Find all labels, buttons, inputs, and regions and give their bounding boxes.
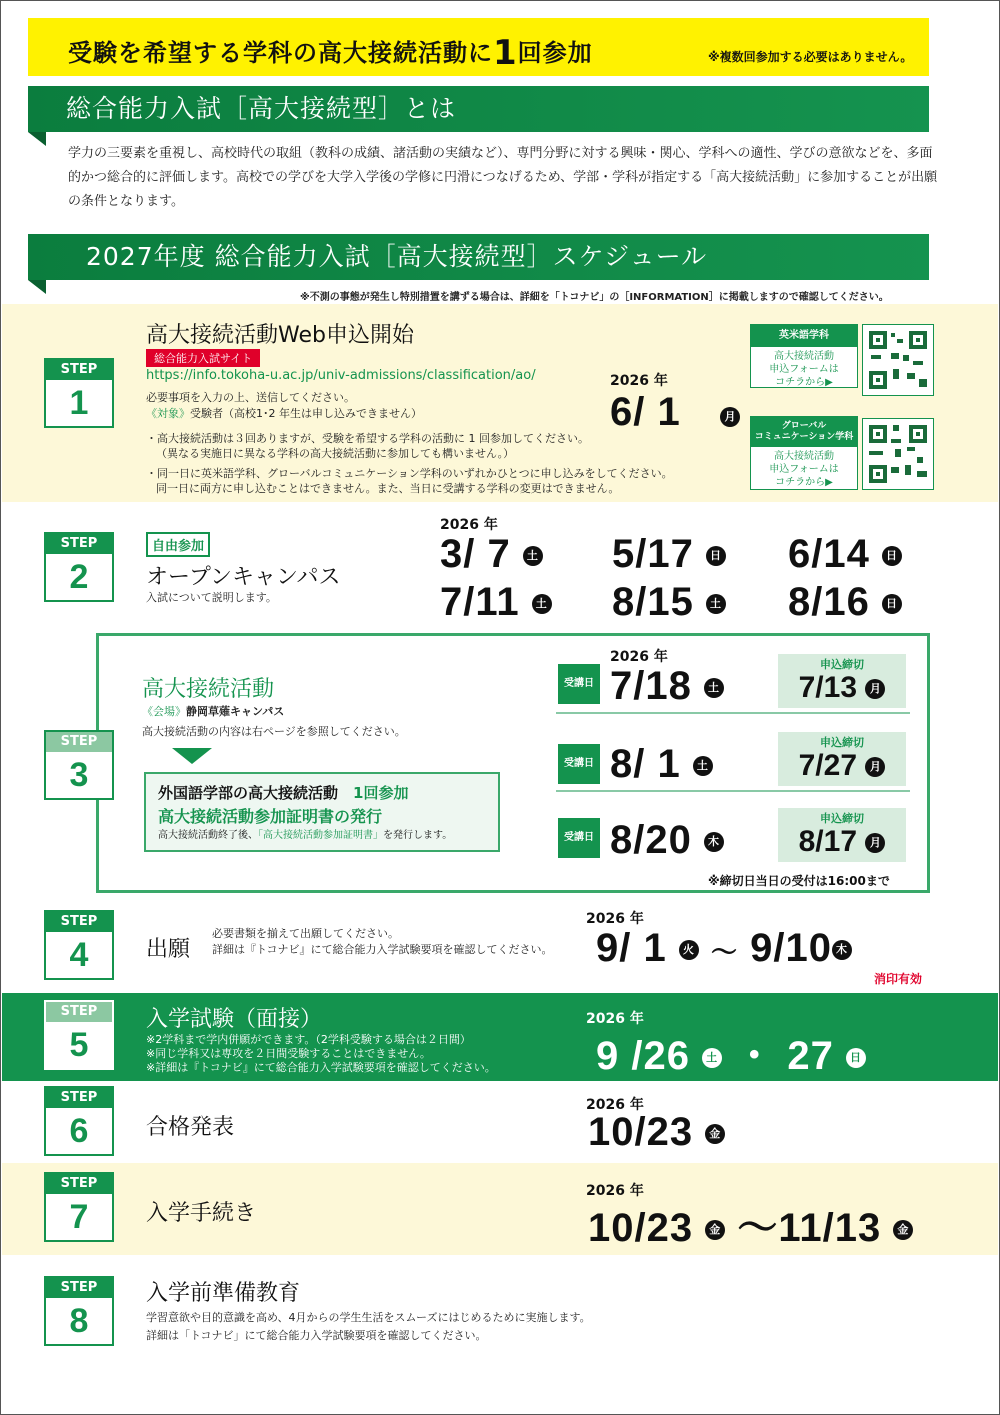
- exam-sep: ・: [734, 1034, 776, 1078]
- deadline-box: 申込締切 7/27 月: [778, 732, 906, 786]
- step1-line1: 必要事項を入力の上、送信してください。: [146, 391, 355, 404]
- result-date: 10/23: [588, 1110, 694, 1154]
- step2-title: オープンキャンパス: [146, 565, 341, 590]
- oc-dow: 土: [532, 594, 552, 614]
- postmark-note: 消印有効: [874, 972, 923, 986]
- step8-desc2: 詳細は「トコナビ」にて総合能力入学試験要項を確認してください。: [146, 1329, 487, 1342]
- step1-bullet1b: （異なる実施日に異なる学科の高大接続活動に参加しても構いません。）: [156, 447, 515, 460]
- step3-venue: 《会場》静岡草薙キャンパス: [142, 705, 285, 718]
- step2-badge: STEP 2: [44, 532, 114, 602]
- top-banner: [28, 18, 929, 76]
- oc-date: 8/16: [788, 580, 870, 624]
- step1-year: 2026 年: [610, 373, 668, 389]
- step1-bullet2a: ・同一日に英米語学科、グローバルコミュニケーション学科のいずれかひとつに申し込みをしてください。: [146, 467, 673, 480]
- step7-badge: STEP 7: [44, 1172, 114, 1242]
- about-body: 学力の三要素を重視し、高校時代の取組（教科の成績、諸活動の実績など）、専門分野に対する興味・関心、学科への適性、学びの意欲などを、多面的かつ総合的に評価します。高校での学びを大学入学後の学修に円滑につなげるため、学部・学科が指定する「高大接続活動」に参加することが出願の条件となります。: [68, 146, 938, 209]
- step4-desc2: 詳細は『トコナビ』にて総合能力入学試験要項を確認してください。: [212, 943, 553, 956]
- step8-desc1: 学習意欲や目的意識を高め、4月からの学生生活をスムーズにはじめるために実施します。: [146, 1311, 591, 1324]
- step1-target: 《対象》受験者（高校1･2 年生は申し込みできません）: [146, 407, 422, 420]
- day-label: 受講日: [558, 818, 600, 858]
- range-tilde: ～: [710, 937, 738, 967]
- step1-dow: 月: [720, 407, 740, 427]
- session-date: 8/20: [610, 818, 692, 862]
- step5-note2: ※同じ学科又は専攻を２日間受験することはできません。: [146, 1047, 431, 1060]
- oc-date: 6/14: [788, 532, 870, 576]
- step1-bullet1a: ・高大接続活動は３回ありますが、受験を希望する学科の活動に 1 回参加してください。: [146, 432, 589, 445]
- oc-dow: 日: [706, 546, 726, 566]
- session-date: 7/18: [610, 664, 692, 708]
- step1-bullet2b: 同一日に両方に申し込むことはできません。また、当日に受講する学科の変更はできません。: [156, 482, 620, 495]
- session-dow: 土: [693, 756, 713, 776]
- step3-badge: STEP 3: [44, 730, 114, 800]
- site-link[interactable]: https://info.tokoha-u.ac.jp/univ-admissions/classification/ao/: [146, 368, 536, 383]
- step5-badge: STEP 5: [44, 1000, 114, 1070]
- step7-title: 入学手続き: [146, 1201, 257, 1226]
- qr1-tab[interactable]: 英米語学科 高大接続活動 申込フォームは コチラから▶: [750, 324, 858, 388]
- step2-desc: 入試について説明します。: [146, 591, 277, 604]
- step6-badge: STEP 6: [44, 1086, 114, 1156]
- qr-code-icon[interactable]: [862, 418, 934, 490]
- result-dow: 金: [705, 1124, 725, 1144]
- oc-dow: 土: [706, 594, 726, 614]
- step5-note3: ※詳細は『トコナビ』にて総合能力入学試験要項を確認してください。: [146, 1061, 496, 1074]
- qr2-tab[interactable]: グローバル コミュニケーション学科 高大接続活動 申込フォームは コチラから▶: [750, 416, 858, 490]
- cert-line3: 高大接続活動終了後、「高大接続活動参加証明書」を発行します。: [158, 830, 453, 841]
- step2-year: 2026 年: [440, 517, 498, 533]
- session-dow: 土: [704, 678, 724, 698]
- banner-note: ※複数回参加する必要はありません。: [708, 50, 913, 64]
- enroll-end-dow: 金: [893, 1220, 913, 1240]
- deadline-footnote: ※締切日当日の受付は16:00まで: [708, 874, 890, 888]
- qr-code-icon[interactable]: [862, 324, 934, 396]
- step4-year: 2026 年: [586, 911, 644, 927]
- step6-year: 2026 年: [586, 1097, 644, 1113]
- free-tag: 自由参加: [146, 532, 210, 557]
- session-date: 8/ 1: [610, 742, 681, 786]
- step5-note1: ※2学科まで学内併願ができます。（2学科受験する場合は２日間）: [146, 1033, 471, 1046]
- step4-desc1: 必要書類を揃えて出願してください。: [212, 927, 399, 940]
- cert-line1: 外国語学部の高大接続活動 1回参加: [158, 784, 409, 802]
- schedule-title: 2027年度 総合能力入試［高大接続型］スケジュール: [28, 234, 929, 280]
- step3-desc: 高大接続活動の内容は右ページを参照してください。: [142, 725, 406, 738]
- step5-year: 2026 年: [586, 1011, 644, 1027]
- site-tag: 総合能力入試サイト: [146, 349, 260, 367]
- triangle-down-icon: [172, 748, 212, 768]
- step4-title: 出願: [146, 937, 191, 962]
- oc-date: 8/15: [612, 580, 694, 624]
- step1-badge: STEP 1: [44, 358, 114, 428]
- step6-title: 合格発表: [146, 1115, 235, 1140]
- apply-end-date: 9/10: [750, 926, 832, 970]
- step8-badge: STEP 8: [44, 1276, 114, 1346]
- row-divider: [556, 790, 910, 792]
- about-title: 総合能力入試［高大接続型］とは: [28, 86, 929, 132]
- step5-title: 入学試験（面接）: [146, 1007, 323, 1032]
- step3-year: 2026 年: [610, 649, 668, 665]
- cert-box: [144, 772, 500, 852]
- oc-dow: 土: [523, 546, 543, 566]
- step8-title: 入学前準備教育: [146, 1281, 301, 1306]
- deadline-box: 申込締切 7/13 月: [778, 654, 906, 708]
- exam-dow2: 日: [846, 1048, 866, 1068]
- schedule-note: ※不測の事態が発生し特別措置を講ずる場合は、詳細を「トコナビ」の［INFORMATION］に掲載しますので確認してください。: [300, 292, 889, 303]
- day-label: 受講日: [558, 744, 600, 784]
- oc-dow: 日: [882, 594, 902, 614]
- day-label: 受講日: [558, 664, 600, 704]
- oc-dow: 日: [882, 546, 902, 566]
- apply-end-dow: 木: [832, 940, 852, 960]
- enroll-start-date: 10/23: [588, 1206, 694, 1250]
- exam-date1: 9 /26: [596, 1034, 690, 1078]
- session-dow: 木: [704, 832, 724, 852]
- step3-title: 高大接続活動: [142, 677, 275, 702]
- step1-date: 6/ 1: [610, 390, 681, 434]
- oc-date: 3/ 7: [440, 532, 511, 576]
- apply-start-date: 9/ 1: [596, 926, 667, 970]
- step7-year: 2026 年: [586, 1183, 644, 1199]
- apply-start-dow: 火: [679, 940, 699, 960]
- enroll-start-dow: 金: [705, 1220, 725, 1240]
- deadline-box: 申込締切 8/17 月: [778, 808, 906, 862]
- cert-line2: 高大接続活動参加証明書の発行: [158, 807, 383, 826]
- enroll-end-date: ～11/13: [737, 1206, 882, 1250]
- exam-dow1: 土: [702, 1048, 722, 1068]
- step4-badge: STEP 4: [44, 910, 114, 980]
- oc-date: 5/17: [612, 532, 694, 576]
- banner-main: 受験を希望する学科の高大接続活動に1回参加: [68, 33, 593, 73]
- row-divider: [556, 712, 910, 714]
- step1-title: 高大接続活動Web申込開始: [146, 323, 414, 348]
- exam-date2: 27: [787, 1034, 834, 1078]
- oc-date: 7/11: [440, 580, 520, 624]
